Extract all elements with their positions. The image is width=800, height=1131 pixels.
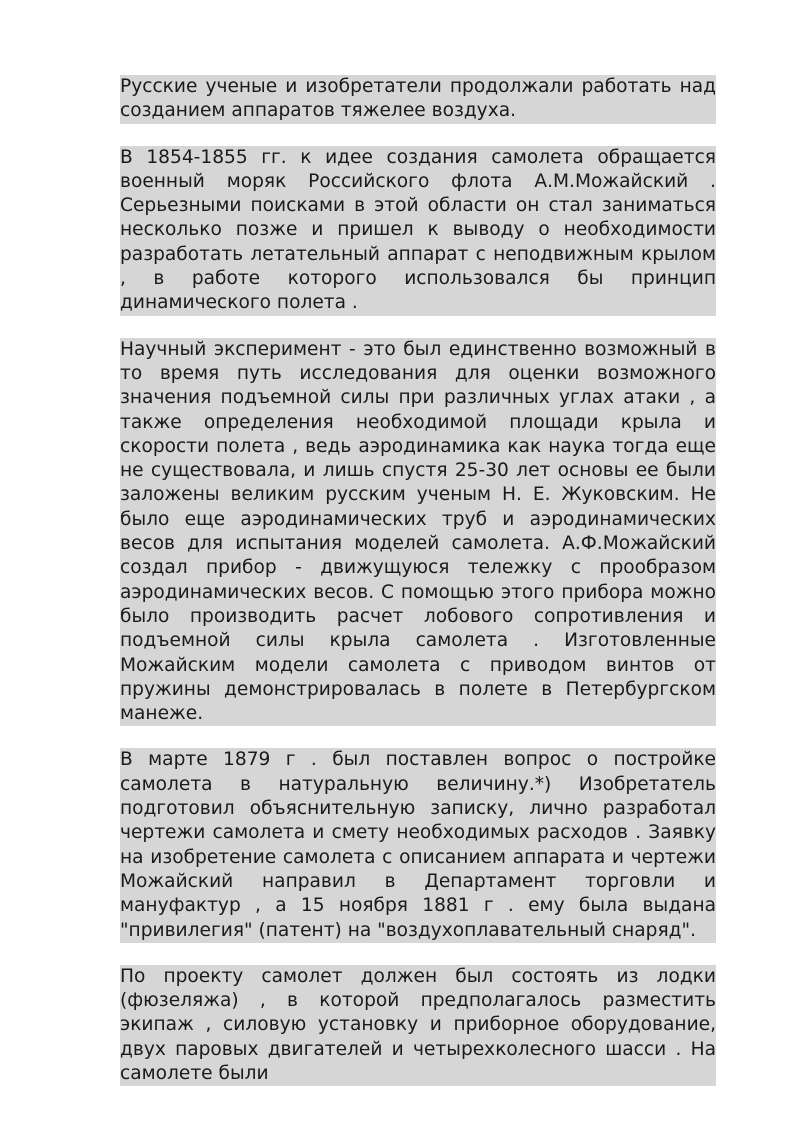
- paragraph-3: Научный эксперимент - это был единственно возможный в то время путь исследования для оценки возможного значения подъемной силы при различных углах атаки , а также определения необходимой площади крыла и скорости полета , ведь аэродинамика как наука тогда еще не существовала, и лишь спустя 25-30 лет основы ее были заложены великим русским ученым Н. Е. Жуковским. Не было еще аэродинамических труб и аэродинамических весов для испытания моделей самолета. А.Ф.Можайский создал прибор - движущуюся тележку с прообразом аэродинамических весов. С помощью этого прибора можно было производить расчет лобового сопротивления и подъемной силы крыла самолета . Изготовленные Можайским модели самолета с приводом винтов от пружины демонстрировалась в полете в Петербургском манеже.: [120, 338, 716, 727]
- document-page: [120, 75, 716, 1084]
- paragraph-2: В 1854-1855 гг. к идее создания самолета обращается военный моряк Российского флота А.М.Можайский . Серьезными поисками в этой области он стал заниматься несколько позже и пришел к выводу о необходимости разработать летательный аппарат с неподвижным крылом , в работе которого использовался бы принцип динамического полета .: [120, 146, 716, 316]
- paragraph-5: По проекту самолет должен был состоять из лодки (фюзеляжа) , в которой предполагалось разместить экипаж , силовую установку и приборное оборудование, двух паровых двигателей и четырехколесного шасси . На самолете были: [120, 965, 716, 1086]
- paragraph-4: В марте 1879 г . был поставлен вопрос о постройке самолета в натуральную величину.*) Изобретатель подготовил объяснительную записку, лично разработал чертежи самолета и смету необходимых расходов . Заявку на изобретение самолета с описанием аппарата и чертежи Можайский направил в Департамент торговли и мануфактур , а 15 ноября 1881 г . ему была выдана "привилегия" (патент) на "воздухоплавательный снаряд".: [120, 748, 716, 942]
- paragraph-1: Русские ученые и изобретатели продолжали работать над созданием аппаратов тяжелее воздуха.: [120, 75, 716, 124]
